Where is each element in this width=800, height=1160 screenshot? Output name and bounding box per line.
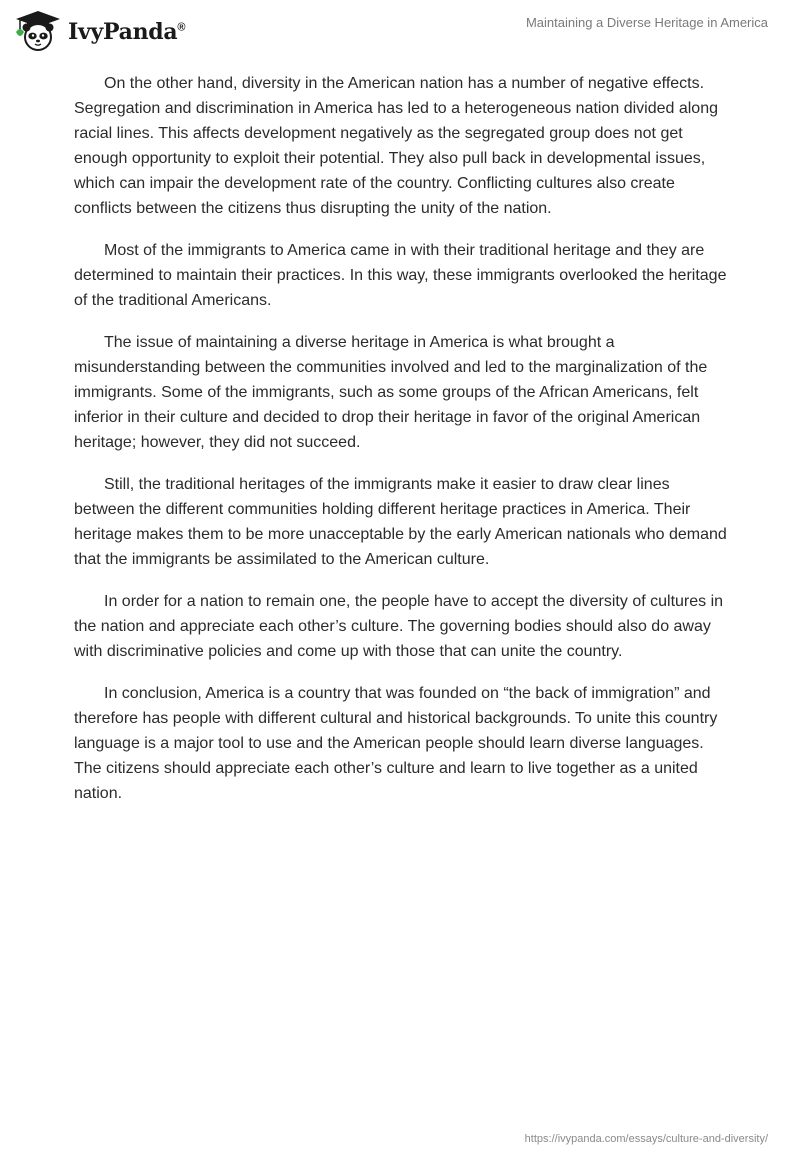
brand-name: IvyPanda® xyxy=(68,19,186,45)
paragraph: On the other hand, diversity in the American nation has a number of negative effects. Segregation and discrimination in America has led to a heterogeneous nation divided along racial lines. This affects development negatively as the segregated group does not get enough opportunity to exploit their potential. They also pull back in developmental issues, which can impair the development rate of the country. Conflicting cultures also create conflicts between the citizens thus disrupting the unity of the nation. xyxy=(74,75,718,217)
paragraph: Most of the immigrants to America came in with their traditional heritage and they are determined to maintain their practices. In this way, these immigrants overlooked the heritage of the traditional Americans. xyxy=(74,242,727,309)
document-title: Maintaining a Diverse Heritage in America xyxy=(525,15,768,30)
essay-body xyxy=(74,71,734,823)
paragraph: In conclusion, America is a country that was founded on “the back of immigration” and therefore has people with different cultural and historical backgrounds. To unite this country language is a major tool to use and the American people should learn diverse languages. The citizens should appreciate each other’s culture and learn to live together as a united nation. xyxy=(74,685,718,802)
paragraph: The issue of maintaining a diverse heritage in America is what brought a misunderstanding between the communities involved and led to the marginalization of the immigrants. Some of the immigrants, such as some groups of the African Americans, felt inferior in their culture and decided to drop their heritage in favor of the original American heritage; however, they did not succeed. xyxy=(74,334,708,451)
paragraph: Still, the traditional heritages of the immigrants make it easier to draw clear lines between the different communities holding different heritage practices in America. Their heritage makes them to be more unacceptable by the early American nationals who demand that the immigrants be assimilated to the American culture. xyxy=(74,476,727,568)
source-url-link[interactable]: https://ivypanda.com/essays/culture-and-diversity/ xyxy=(524,1133,768,1145)
ivypanda-logo[interactable] xyxy=(14,10,185,52)
paragraph: In order for a nation to remain one, the people have to accept the diversity of cultures in the nation and appreciate each other’s culture. The governing bodies should also do away with discriminative policies and come up with those that can unite the country. xyxy=(74,593,724,660)
panda-logo-icon xyxy=(14,10,62,52)
page-header xyxy=(0,0,800,60)
